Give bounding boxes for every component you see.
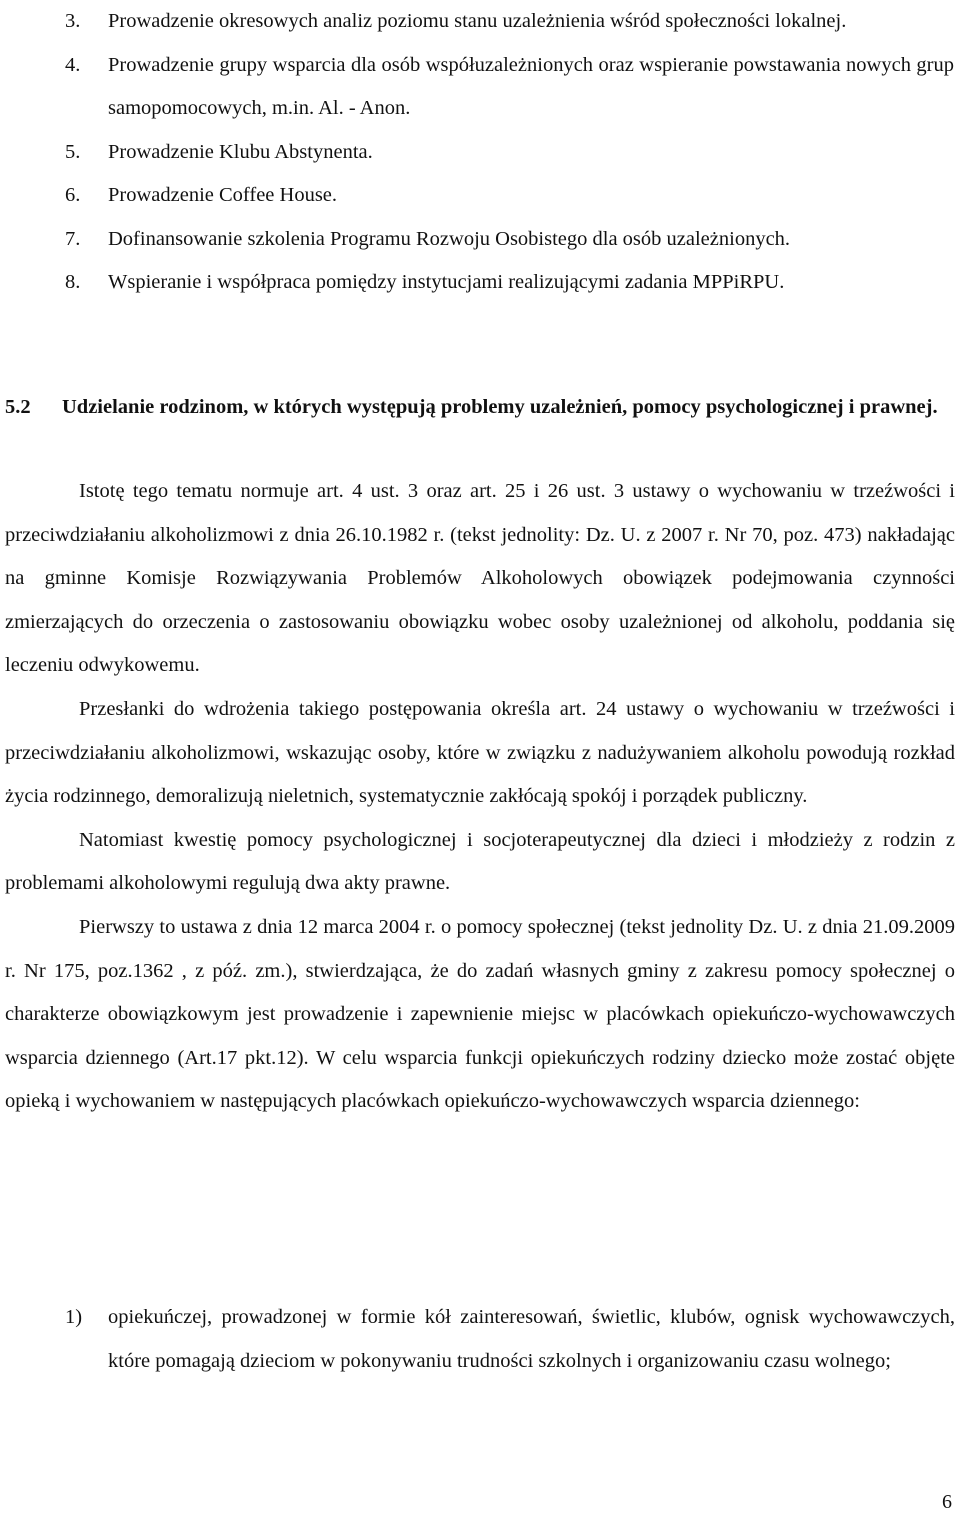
facility-types-list: [0, 1296, 955, 1383]
section-number: 5.2: [5, 396, 31, 418]
list-item-number: 5.: [65, 140, 81, 163]
list-item-text: Prowadzenie Coffee House.: [108, 184, 338, 206]
list-item: [0, 1296, 955, 1383]
list-item-text: Dofinansowanie szkolenia Programu Rozwoju Osobistego dla osób uzależnionych.: [108, 227, 791, 250]
list-item: [0, 261, 960, 305]
list-item-text: Prowadzenie okresowych analiz poziomu stanu uzależnienia wśród społeczności lokalnej.: [108, 10, 847, 32]
list-item-number: 6.: [65, 184, 81, 206]
list-item-number: 8.: [65, 271, 81, 293]
program-tasks-list: [0, 0, 960, 305]
list-item-number: 4.: [65, 53, 81, 76]
list-item: [0, 131, 960, 175]
list-item: [0, 218, 960, 262]
paragraph: Istotę tego tematu normuje art. 4 ust. 3 oraz art. 25 i 26 ust. 3 ustawy o wychowaniu w trzeźwości i przeciwdziałaniu alkoholizmowi z dnia 26.10.1982 r. (tekst jednolity: Dz. U. z 2007 r. Nr 70, poz. 473) nakładając na gminne Komisje Rozwiązywania Problemów Alkoholowych obowiązek podejmowania czynności zmierzających do orzeczenia o zastosowaniu obowiązku wobec osoby uzależnionej od alkoholu, poddania się leczeniu odwykowemu.: [5, 480, 955, 677]
paragraph: Przesłanki do wdrożenia takiego postępowania określa art. 24 ustawy o wychowaniu w trzeźwości i przeciwdziałaniu alkoholizmowi, wskazując osoby, które w związku z nadużywaniem alkoholu powodują rozkład życia rodzinnego, demoralizują nieletnich, systematycznie zakłócają spokój i porządek publiczny.: [5, 697, 955, 808]
list-item: [0, 44, 960, 131]
list-item: [0, 0, 960, 44]
section-body: [5, 470, 955, 1124]
list-item-number: 1): [65, 1306, 83, 1328]
section-title: Udzielanie rodzinom, w których występują problemy uzależnień, pomocy psychologicznej i prawnej.: [62, 396, 938, 418]
list-item-text: Prowadzenie grupy wsparcia dla osób współuzależnionych oraz wspieranie powstawania nowych grup samopomocowych, m.in. Al. - Anon.: [108, 53, 954, 119]
paragraph: Natomiast kwestię pomocy psychologicznej i socjoterapeutycznej dla dzieci i młodzieży z rodzin z problemami alkoholowymi regulują dwa akty prawne.: [5, 828, 955, 895]
paragraph: Pierwszy to ustawa z dnia 12 marca 2004 r. o pomocy społecznej (tekst jednolity Dz. U. z dnia 21.09.2009 r. Nr 175, poz.1362 , z póź. zm.), stwierdzająca, że do zadań własnych gminy z zakresu pomocy społecznej o charakterze obowiązkowym jest prowadzenie i zapewnienie miejsc w placówkach opiekuńczo-wychowawczych wsparcia dziennego (Art.17 pkt.12). W celu wsparcia funkcji opiekuńczych rodziny dziecko może zostać objęte opieką i wychowaniem w następujących placówkach opiekuńczo-wychowawczych wsparcia dziennego:: [5, 915, 955, 1113]
list-item-number: 3.: [65, 10, 81, 32]
list-item-number: 7.: [65, 227, 81, 250]
page-number: 6: [942, 1491, 952, 1513]
list-item-text: Wspieranie i współpraca pomiędzy instytucjami realizującymi zadania MPPiRPU.: [108, 271, 785, 293]
section-heading: [0, 385, 955, 429]
list-item: [0, 174, 960, 218]
list-item-text: opiekuńczej, prowadzonej w formie kół zainteresowań, świetlic, klubów, ognisk wychowawczych, które pomagają dzieciom w pokonywaniu trudności szkolnych i organizowaniu czasu wolnego;: [108, 1306, 955, 1372]
list-item-text: Prowadzenie Klubu Abstynenta.: [108, 140, 373, 163]
